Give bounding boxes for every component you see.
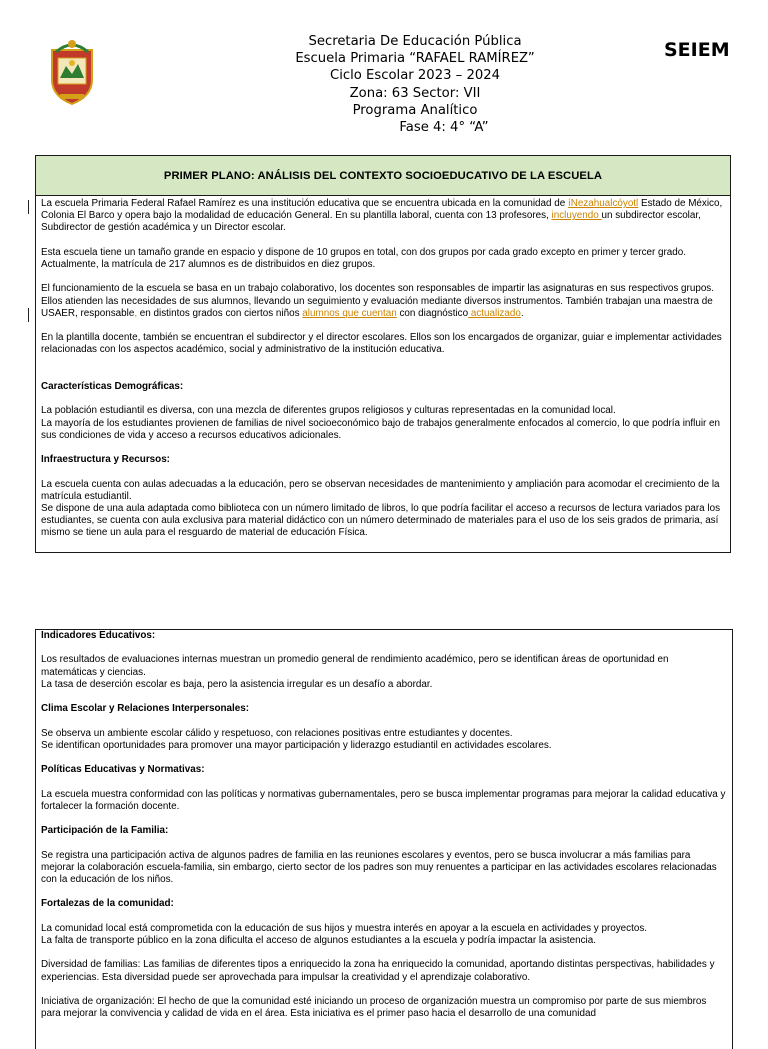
text-run: . bbox=[520, 307, 524, 319]
text-run: Estado de México, Colonia El Barco y opera bajo la modalidad de educación General. En su plantilla laboral, cuenta con 13 profesores, bbox=[41, 198, 723, 222]
tracked-change: íNezahualcóyotl bbox=[567, 198, 639, 209]
section-title: PRIMER PLANO: ANÁLISIS DEL CONTEXTO SOCIOEDUCATIVO DE LA ESCUELA bbox=[36, 156, 730, 196]
section-body bbox=[36, 630, 732, 1020]
heading-school-climate: Clima Escolar y Relaciones Interpersonales: bbox=[41, 703, 250, 715]
header-line-program: Programa Analítico bbox=[352, 102, 478, 118]
paragraph-operation bbox=[41, 283, 724, 320]
paragraph-infrastructure-2: Se dispone de una aula adaptada como biblioteca con un número limitado de libros, lo que podría facilitar el acceso a recursos de lectura variados para los estudiantes, se cuenta con aula exclusiva para material didáctico con un número determinado de materiales para el uso de los seis grados de primaria, así mismo se tiene un aula para el resguardo de material de educación Física. bbox=[41, 502, 721, 539]
paragraph-strengths-1: La comunidad local está comprometida con la educación de sus hijos y muestra interés en apoyar a la escuela en actividades y proyectos. bbox=[41, 922, 648, 934]
header-line-zone: Zona: 63 Sector: VII bbox=[349, 85, 481, 101]
heading-strengths: Fortalezas de la comunidad: bbox=[41, 898, 174, 910]
heading-policies: Políticas Educativas y Normativas: bbox=[41, 764, 205, 776]
paragraph-demographics-2: La mayoría de los estudiantes provienen de familias de nivel socioeconómico bajo de trabajos generalmente enfocados al comercio, lo que podría influir en sus condiciones de vida y acceso a recursos educativos adicionales. bbox=[41, 417, 721, 441]
tracked-change: alumnos que cuentan bbox=[302, 307, 397, 319]
heading-infrastructure: Infraestructura y Recursos: bbox=[41, 454, 170, 466]
paragraph-climate-1: Se observa un ambiente escolar cálido y respetuoso, con relaciones positivas entre estudiantes y docentes. bbox=[41, 727, 513, 739]
text-run: con diagnóstico bbox=[396, 307, 469, 319]
paragraph-family: Se registra una participación activa de algunos padres de familia en las reuniones escolares y eventos, pero se busca involucrar a más familias para mejorar la colaboración escuela-familia, sin embargo, cierto sector de los padres son muy renuentes a participar en las actividades escolares relacionadas con la educación de los niños. bbox=[41, 849, 717, 885]
section-body bbox=[36, 196, 730, 540]
paragraph-infrastructure-1: La escuela cuenta con aulas adecuadas a la educación, pero se observan necesidades de mantenimiento y ampliación para acomodar el crecimiento de la matrícula estudiantil. bbox=[41, 478, 720, 502]
paragraph-strengths-2: La falta de transporte público en la zona dificulta el acceso de algunos estudiantes a la escuela y podría impactar la asistencia. bbox=[41, 934, 596, 946]
heading-demographics: Características Demográficas: bbox=[41, 380, 184, 392]
context-analysis-box bbox=[35, 155, 731, 553]
paragraph-location bbox=[41, 198, 724, 235]
text-run: La escuela Primaria Federal Rafael Ramírez es una institución educativa que se encuentra ubicada en la comunidad de bbox=[41, 198, 568, 209]
paragraph-diversity: Diversidad de familias: Las familias de diferentes tipos a enriquecido la zona ha enriquecido la comunidad, aportando distintas perspectivas, habilidades y experiencias. Esta diversidad puede ser aprovechada para impulsar la creatividad y el aprendizaje colaborativo. bbox=[41, 959, 715, 983]
paragraph-climate-2: Se identifican oportunidades para promover una mayor participación y liderazgo estudiantil en actividades escolares. bbox=[41, 739, 552, 751]
header-line-ministry: Secretaria De Educación Pública bbox=[308, 34, 522, 49]
header-line-phase: Fase 4: 4° “A” bbox=[399, 120, 489, 136]
heading-indicators: Indicadores Educativos: bbox=[41, 630, 156, 641]
state-seal-icon bbox=[44, 36, 100, 106]
paragraph-policies: La escuela muestra conformidad con las políticas y normativas gubernamentales, pero se busca implementar programas para mejorar la calidad educativa y fortalecer la formación docente. bbox=[41, 788, 726, 812]
paragraph-indicators-2: La tasa de deserción escolar es baja, pero la asistencia irregular es un desafío a abordar. bbox=[41, 678, 433, 690]
paragraph-size: Esta escuela tiene un tamaño grande en espacio y dispone de 10 grupos en total, con dos grupos por cada grado excepto en primer y tercer grado. Actualmente, la matrícula de 217 alumnos es de distribuidos en diez grupos. bbox=[41, 246, 687, 270]
heading-family: Participación de la Familia: bbox=[41, 825, 169, 837]
indicators-box bbox=[35, 629, 733, 1049]
tracked-change: actualizado bbox=[468, 307, 521, 319]
text-run: El funcionamiento de la escuela se basa en un trabajo colaborativo, los docentes son responsables de impartir las asignaturas en sus respectivos grupos. Ellos atienden las necesidades de sus alumnos, llevando un seguimiento y evaluación mediante diversos instrumentos. También trabajan una maestra de USAER, responsable bbox=[41, 283, 714, 319]
revision-marker bbox=[28, 200, 29, 214]
header-line-school: Escuela Primaria “RAFAEL RAMÍREZ” bbox=[295, 51, 535, 67]
header-line-cycle: Ciclo Escolar 2023 – 2024 bbox=[329, 68, 501, 84]
document-header bbox=[0, 0, 768, 150]
tracked-change: , bbox=[134, 307, 138, 319]
paragraph-organization: Iniciativa de organización: El hecho de que la comunidad esté iniciando un proceso de organización muestra un compromiso por parte de sus miembros para mejorar la convivencia y calidad de vida en el área. Esta iniciativa es el primer paso hacia el desarrollo de una comunidad bbox=[41, 995, 707, 1020]
paragraph-demographics-1: La población estudiantil es diversa, con una mezcla de diferentes grupos religiosos y culturas representadas en la comunidad local. bbox=[41, 405, 616, 417]
paragraph-staff: En la plantilla docente, también se encuentran el subdirector y el director escolares. Ellos son los encargados de organizar, guiar e implementar actividades relacionadas con los aspectos académico, social y administrativo de la institución educativa. bbox=[41, 332, 722, 356]
seiem-label: SEIEM bbox=[664, 39, 730, 61]
header-title-block bbox=[255, 33, 575, 136]
text-run: en distintos grados con ciertos niños bbox=[137, 307, 303, 319]
text-run: un subdirector escolar, Subdirector de gestión académica y un Director escolar. bbox=[41, 210, 701, 234]
paragraph-indicators-1: Los resultados de evaluaciones internas muestran un promedio general de rendimiento académico, pero se identifican áreas de oportunidad en matemáticas y ciencias. bbox=[41, 654, 669, 678]
tracked-change: incluyendo bbox=[551, 210, 602, 222]
revision-marker bbox=[28, 308, 29, 322]
